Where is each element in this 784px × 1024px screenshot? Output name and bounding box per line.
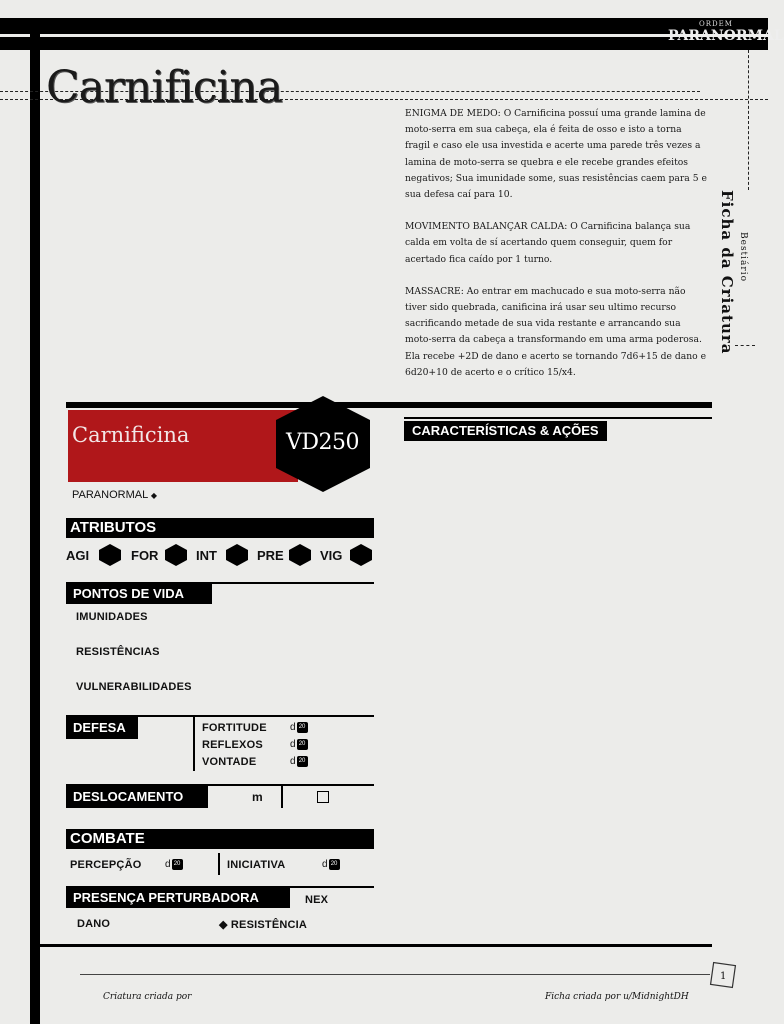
footer-sheet-author: Ficha criada por u/MidnightDH bbox=[545, 992, 689, 1002]
d20-icon: 20 bbox=[297, 722, 308, 733]
attr-agi: AGI bbox=[66, 548, 90, 563]
card-top-rule bbox=[66, 402, 712, 408]
imunidades-label: IMUNIDADES bbox=[76, 611, 148, 623]
reflexos-die: d 20 bbox=[290, 739, 308, 750]
lore-paragraph: MASSACRE: Ao entrar em machucado e sua moto-serra não tiver sido quebrada, canificina irá usar seu ultimo recurso sacrificando metade de sua vida restante e arrancando sua moto-serra da cabeça a transformando em uma arma poderosa. Ela recebe +2D de dano e acerto se tornando 7d6+15 de dano e 6d20+10 de acerto e o crítico 15/x4. bbox=[405, 285, 707, 378]
vontade-die: d 20 bbox=[290, 756, 308, 767]
caracteristicas-rule bbox=[404, 417, 712, 419]
combate-heading: COMBATE bbox=[70, 830, 145, 847]
vulnerabilidades-label: VULNERABILIDADES bbox=[76, 681, 192, 693]
footer-rule bbox=[80, 974, 710, 975]
combate-divider bbox=[218, 853, 220, 875]
dashed-rule-side bbox=[748, 50, 749, 190]
vontade-label: VONTADE bbox=[202, 756, 257, 768]
deslocamento-heading: DESLOCAMENTO bbox=[73, 789, 184, 804]
resistencias-label: RESISTÊNCIAS bbox=[76, 646, 160, 658]
pv-heading: PONTOS DE VIDA bbox=[73, 586, 185, 601]
attr-for: FOR bbox=[131, 548, 159, 563]
percepcao-die: d 20 bbox=[165, 859, 183, 870]
attr-for-hex-icon bbox=[164, 544, 188, 566]
card-bottom-rule bbox=[40, 944, 712, 947]
d20-icon: 20 bbox=[329, 859, 340, 870]
deslocamento-divider bbox=[281, 786, 283, 808]
reflexos-label: REFLEXOS bbox=[202, 739, 263, 751]
iniciativa-die: d 20 bbox=[322, 859, 340, 870]
percepcao-label: PERCEPÇÃO bbox=[70, 859, 142, 871]
caracteristicas-heading: CARACTERÍSTICAS & AÇÕES bbox=[404, 421, 607, 441]
creature-type-label: PARANORMAL bbox=[72, 489, 148, 501]
resistencia-label: ◆ RESISTÊNCIA bbox=[219, 919, 308, 931]
defesa-heading: DEFESA bbox=[73, 720, 126, 735]
d20-icon: 20 bbox=[297, 739, 308, 750]
attr-agi-hex-icon bbox=[98, 544, 122, 566]
attr-vig-hex-icon bbox=[349, 544, 373, 566]
nex-label: NEX bbox=[305, 894, 329, 906]
page-title: Carnificina bbox=[46, 62, 282, 113]
lore-paragraph: MOVIMENTO BALANÇAR CALDA: O Carnificina balança sua calda em volta de sí acertando quem conseguir, quem for acertado fica caído por 1 turno. bbox=[405, 221, 691, 265]
diamond-icon: ◆ bbox=[150, 491, 158, 500]
attr-pre: PRE bbox=[257, 548, 284, 563]
deslocamento-unit: m bbox=[252, 790, 263, 804]
atributos-heading: ATRIBUTOS bbox=[70, 519, 157, 536]
attr-int: INT bbox=[196, 548, 217, 563]
lore-paragraph: ENIGMA DE MEDO: O Carnificina possuí uma grande lamina de moto-serra em sua cabeça, ela é feita de osso e isto a torna fragil e caso ele usa investida e acerte uma parede três vezes a lamina de moto-serra se quebra e ele recebe grandes efeitos negativos; Sua imunidade some, suas resistências caem para 5 e sua defesa caí para 10. bbox=[405, 108, 707, 201]
left-spine bbox=[30, 20, 40, 1024]
attr-int-hex-icon bbox=[225, 544, 249, 566]
footer-creator: Criatura criada por bbox=[103, 992, 192, 1002]
creature-type bbox=[72, 489, 157, 501]
deslocamento-checkbox[interactable] bbox=[317, 791, 329, 803]
creature-name: Carnificina bbox=[72, 423, 190, 447]
d20-icon: 20 bbox=[297, 756, 308, 767]
header-bar-gap bbox=[0, 34, 768, 37]
side-tab-heading: Ficha da Criatura bbox=[718, 190, 736, 355]
dashed-rule-side-end bbox=[735, 345, 755, 346]
d20-icon: 20 bbox=[172, 859, 183, 870]
side-tab-section: Bestiário bbox=[738, 232, 748, 283]
defesa-divider bbox=[193, 717, 195, 771]
lore-text bbox=[405, 106, 707, 397]
attr-pre-hex-icon bbox=[288, 544, 312, 566]
logo-paranormal: PARANORMAL bbox=[668, 28, 784, 44]
fortitude-die: d 20 bbox=[290, 722, 308, 733]
logo-ordem: ORDEM bbox=[699, 20, 733, 28]
dano-label: DANO bbox=[77, 918, 111, 930]
page-number: 1 bbox=[720, 971, 727, 982]
vd-value: VD250 bbox=[286, 430, 360, 455]
fortitude-label: FORTITUDE bbox=[202, 722, 267, 734]
iniciativa-label: INICIATIVA bbox=[227, 859, 286, 871]
attr-vig: VIG bbox=[320, 548, 343, 563]
presenca-heading: PRESENÇA PERTURBADORA bbox=[73, 890, 259, 905]
